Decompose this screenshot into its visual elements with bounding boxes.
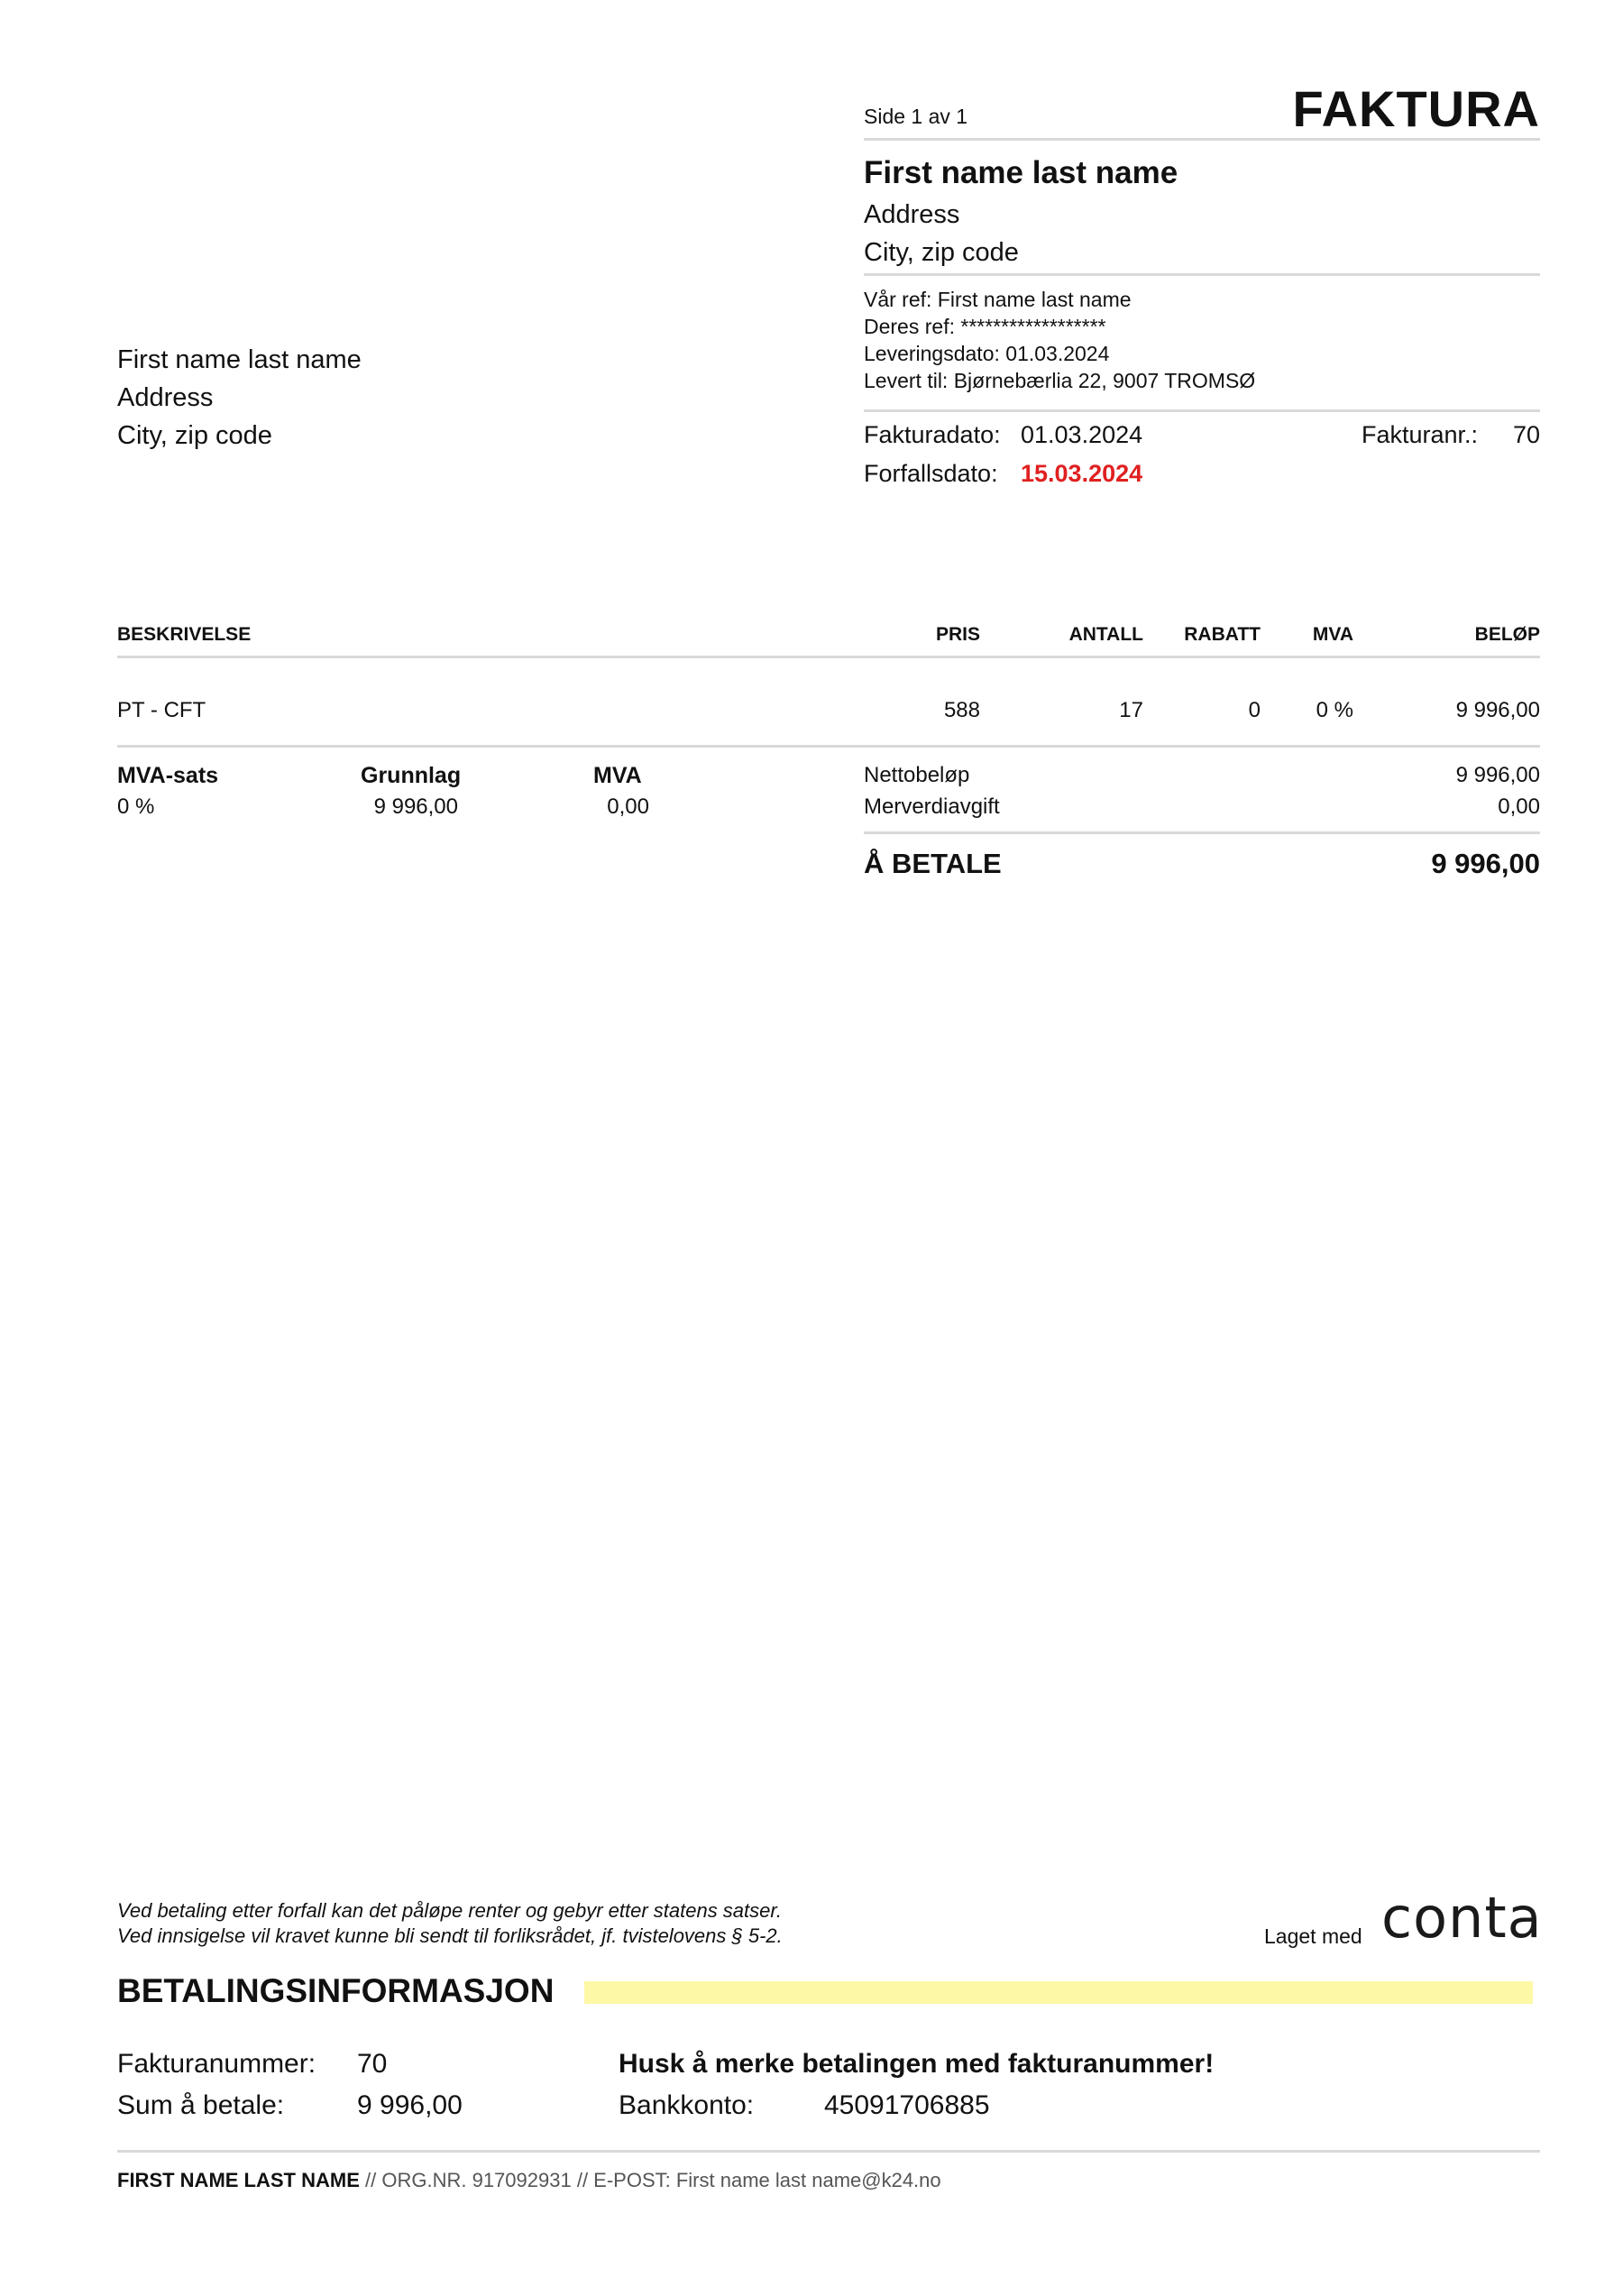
recipient-name: First name last name xyxy=(117,345,362,374)
our-reference: Vår ref: First name last name xyxy=(864,288,1132,311)
due-date: 15.03.2024 xyxy=(1021,460,1143,487)
vat-basis: 9 996,00 xyxy=(373,794,458,819)
due-date-label: Forfallsdato: xyxy=(864,460,998,487)
divider xyxy=(117,745,1540,748)
sender-name: First name last name xyxy=(864,155,1178,190)
sender-city: City, zip code xyxy=(864,238,1019,267)
footer-org-number: // ORG.NR. 917092931 xyxy=(365,2169,572,2191)
vat-rate: 0 % xyxy=(117,794,155,819)
col-header-vat: MVA xyxy=(1312,624,1353,645)
recipient-address: Address xyxy=(117,383,214,412)
payment-sum-label: Sum å betale: xyxy=(117,2090,285,2120)
footer xyxy=(117,2169,941,2192)
made-with-label: Laget med xyxy=(1264,1924,1362,1948)
document-title: FAKTURA xyxy=(1292,80,1540,137)
delivery-address: Levert til: Bjørnebærlia 22, 9007 TROMSØ xyxy=(864,369,1256,392)
conta-logo: conta xyxy=(1381,1885,1543,1951)
vat-rate-header: MVA-sats xyxy=(117,763,219,788)
payment-info-title: BETALINGSINFORMASJON xyxy=(117,1972,555,2009)
footer-company-name: FIRST NAME LAST NAME xyxy=(117,2169,360,2191)
col-header-quantity: ANTALL xyxy=(1068,624,1143,645)
invoice-date: 01.03.2024 xyxy=(1021,421,1143,448)
recipient-city: City, zip code xyxy=(117,421,272,450)
vat-total-label: Merverdiavgift xyxy=(864,794,1000,819)
payment-invoice-number-label: Fakturanummer: xyxy=(117,2049,316,2079)
net-amount: 9 996,00 xyxy=(1455,763,1540,787)
col-header-price: PRIS xyxy=(935,624,980,645)
row-amount: 9 996,00 xyxy=(1455,698,1540,722)
footer-email: // E-POST: First name last name@k24.no xyxy=(576,2169,941,2191)
bank-account-label: Bankkonto: xyxy=(619,2090,755,2120)
invoice-number-label: Fakturanr.: xyxy=(1362,421,1479,448)
divider xyxy=(117,656,1540,658)
delivery-date: Leveringsdato: 01.03.2024 xyxy=(864,342,1110,365)
your-reference: Deres ref: ****************** xyxy=(864,315,1106,338)
row-vat: 0 % xyxy=(1316,698,1353,722)
bank-account-number: 45091706885 xyxy=(824,2090,990,2120)
divider xyxy=(864,138,1540,141)
payment-reminder: Husk å merke betalingen med fakturanummer! xyxy=(619,2049,1215,2079)
divider xyxy=(864,409,1540,412)
col-header-discount: RABATT xyxy=(1184,624,1261,645)
vat-basis-header: Grunnlag xyxy=(361,763,462,788)
page-indicator: Side 1 av 1 xyxy=(864,105,968,128)
late-payment-note: Ved betaling etter forfall kan det påløpe renter og gebyr etter statens satser. xyxy=(117,1899,783,1922)
invoice-date-label: Fakturadato: xyxy=(864,421,1001,448)
amount-due: 9 996,00 xyxy=(1431,848,1540,879)
payment-sum: 9 996,00 xyxy=(357,2090,463,2120)
payment-invoice-number: 70 xyxy=(357,2049,388,2079)
row-price: 588 xyxy=(943,698,980,722)
sender-address: Address xyxy=(864,200,960,229)
vat-amount: 0,00 xyxy=(607,794,649,819)
divider xyxy=(864,831,1540,834)
divider xyxy=(864,273,1540,276)
row-discount: 0 xyxy=(1248,698,1261,722)
payment-info-highlight-bar xyxy=(584,1981,1533,2004)
vat-amount-header: MVA xyxy=(593,763,642,788)
row-description: PT - CFT xyxy=(117,698,206,722)
col-header-description: BESKRIVELSE xyxy=(117,624,252,645)
row-quantity: 17 xyxy=(1119,698,1143,722)
net-amount-label: Nettobeløp xyxy=(864,763,970,787)
divider xyxy=(117,2150,1540,2153)
dispute-note: Ved innsigelse vil kravet kunne bli sendt til forliksrådet, jf. tvistelovens § 5-2. xyxy=(117,1924,783,1947)
invoice-number: 70 xyxy=(1512,421,1540,448)
amount-due-label: Å BETALE xyxy=(864,848,1002,879)
vat-total: 0,00 xyxy=(1498,794,1540,819)
col-header-amount: BELØP xyxy=(1474,624,1540,645)
